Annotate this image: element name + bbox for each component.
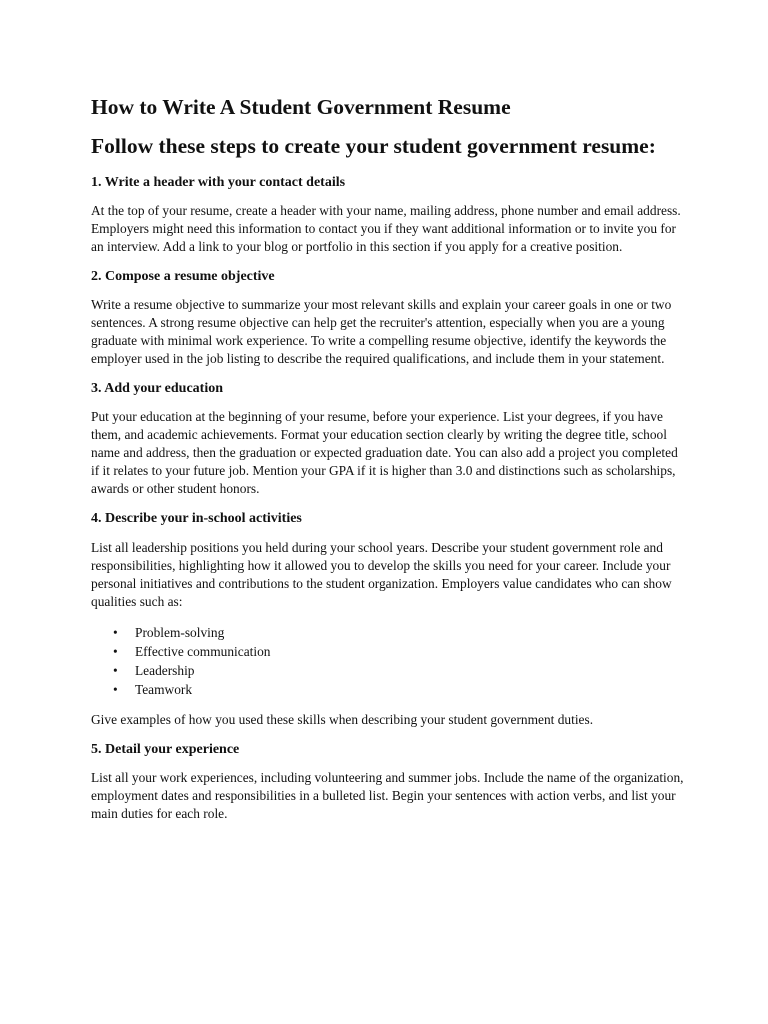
bullet-icon: • xyxy=(113,643,118,659)
qualities-list xyxy=(91,623,688,699)
section-heading: 2. Compose a resume objective xyxy=(91,269,275,284)
section-paragraph: Give examples of how you used these skills when describing your student government duties. xyxy=(91,711,594,727)
section-in-school-activities xyxy=(91,510,688,728)
section-paragraph: Write a resume objective to summarize your most relevant skills and explain your career goals in one or two sentences. A strong resume objective can help get the recruiter's attention, especially when you are a young graduate with minimal work experience. To write a compelling resume objective, identify the keywords the employer used in the job listing to describe the required qualifications, and include them in your statement. xyxy=(91,297,672,367)
bullet-icon: • xyxy=(113,662,118,678)
section-paragraph: List all leadership positions you held during your school years. Describe your student government role and responsibilities, highlighting how it allowed you to develop the skills you need for your career. Include your personal initiatives and contributions to the student organization. Employers value candidates who can show qualities such as: xyxy=(91,539,672,609)
bullet-icon: • xyxy=(113,624,118,640)
section-heading: 4. Describe your in-school activities xyxy=(91,511,302,527)
section-resume-objective xyxy=(91,268,688,368)
list-item xyxy=(91,680,688,699)
section-heading: 1. Write a header with your contact details xyxy=(91,174,346,190)
document-subtitle: Follow these steps to create your student government resume: xyxy=(91,133,656,158)
bullet-icon: • xyxy=(113,681,118,697)
section-education xyxy=(91,380,688,498)
list-item xyxy=(91,623,688,642)
section-heading: 3. Add your education xyxy=(91,381,223,397)
section-paragraph: Put your education at the beginning of your resume, before your experience. List your degrees, if you have them, and academic achievements. Format your education section clearly by writing the degree title, school name and address, then the graduation or expected graduation date. You can also add a project you completed if it relates to your future job. Mention your GPA if it is higher than 3.0 and distinctions such as scholarships, awards or other student honors. xyxy=(91,409,678,497)
list-item xyxy=(91,661,688,680)
list-item-text: Effective communication xyxy=(135,643,271,659)
list-item-text: Leadership xyxy=(135,662,195,678)
section-header-contact xyxy=(91,174,688,256)
list-item xyxy=(91,642,688,661)
section-heading: 5. Detail your experience xyxy=(91,741,240,757)
list-item-text: Teamwork xyxy=(135,681,193,697)
section-paragraph: At the top of your resume, create a header with your name, mailing address, phone number and email address. Employers might need this information to contact you if they want additional information or to invite you for an interview. Add a link to your blog or portfolio in this section if you apply for a creative position. xyxy=(91,203,681,254)
list-item-text: Problem-solving xyxy=(135,624,225,640)
section-paragraph: List all your work experiences, including volunteering and summer jobs. Include the name of the organization, employment dates and responsibilities in a bulleted list. Begin your sentences with action verbs, and list your main duties for each role. xyxy=(91,769,684,821)
section-experience xyxy=(91,741,688,823)
document-title: How to Write A Student Government Resume xyxy=(91,95,511,119)
